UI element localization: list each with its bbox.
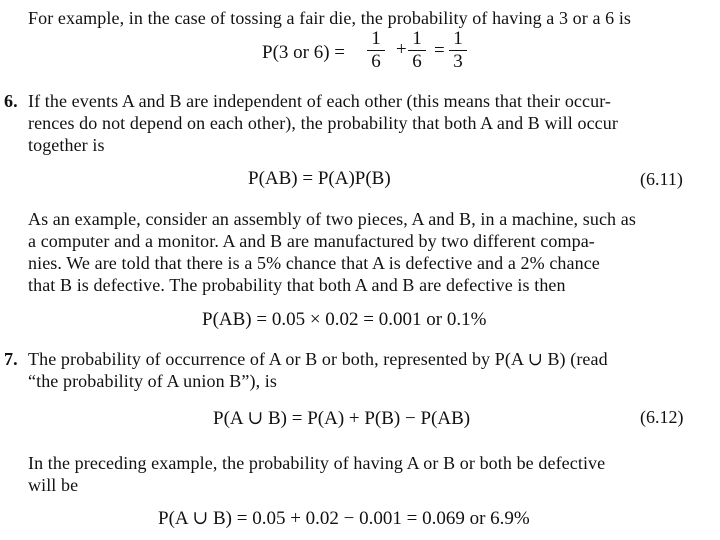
fraction-one-sixth-a: [367, 29, 385, 72]
item-6-example-line-2: a computer and a monitor. A and B are manufactured by two different compa-: [28, 231, 595, 251]
denominator: 6: [371, 51, 381, 73]
equals-sign: =: [434, 40, 445, 61]
item-6-number: 6.: [4, 91, 18, 111]
item-6-line-2: rences do not depend on each other), the probability that both A and B will occur: [28, 113, 618, 133]
example-equation-7: P(A ∪ B) = 0.05 + 0.02 − 0.001 = 0.069 or 6.9%: [158, 508, 530, 529]
equation-6-11: P(AB) = P(A)P(B): [248, 168, 391, 189]
item-7-example-line-2: will be: [28, 475, 79, 495]
item-6-example-line-1: As an example, consider an assembly of two pieces, A and B, in a machine, such as: [28, 209, 636, 229]
denominator: 6: [412, 51, 422, 73]
item-7-example-line-1: In the preceding example, the probability of having A or B or both be defective: [28, 453, 606, 473]
item-7-line-2: “the probability of A union B”), is: [28, 371, 277, 391]
numerator: 1: [453, 28, 463, 49]
numerator: 1: [412, 28, 422, 49]
fraction-one-third: [449, 29, 467, 72]
denominator: 3: [453, 51, 463, 73]
equation-number-6-12: (6.12): [640, 407, 684, 427]
item-6-example-line-4: that B is defective. The probability that both A and B are defective is then: [28, 275, 566, 295]
numerator: 1: [371, 28, 381, 49]
item-7-number: 7.: [4, 349, 18, 369]
equation-number-6-11: (6.11): [640, 169, 683, 189]
item-7-line-1: The probability of occurrence of A or B or both, represented by P(A ∪ B) (read: [28, 349, 608, 369]
equation-lhs: P(3 or 6) =: [262, 42, 346, 63]
equation-6-12: P(A ∪ B) = P(A) + P(B) − P(AB): [213, 408, 471, 429]
fraction-one-sixth-b: [408, 29, 426, 72]
example-equation-6: P(AB) = 0.05 × 0.02 = 0.001 or 0.1%: [202, 309, 487, 330]
item-6-line-3: together is: [28, 135, 105, 155]
plus-sign: +: [396, 39, 407, 60]
item-6-line-1: If the events A and B are independent of each other (this means that their occur-: [28, 91, 612, 111]
item-6-example-line-3: nies. We are told that there is a 5% chance that A is defective and a 2% chance: [28, 253, 600, 273]
intro-text: For example, in the case of tossing a fair die, the probability of having a 3 or a 6 is: [28, 8, 632, 28]
